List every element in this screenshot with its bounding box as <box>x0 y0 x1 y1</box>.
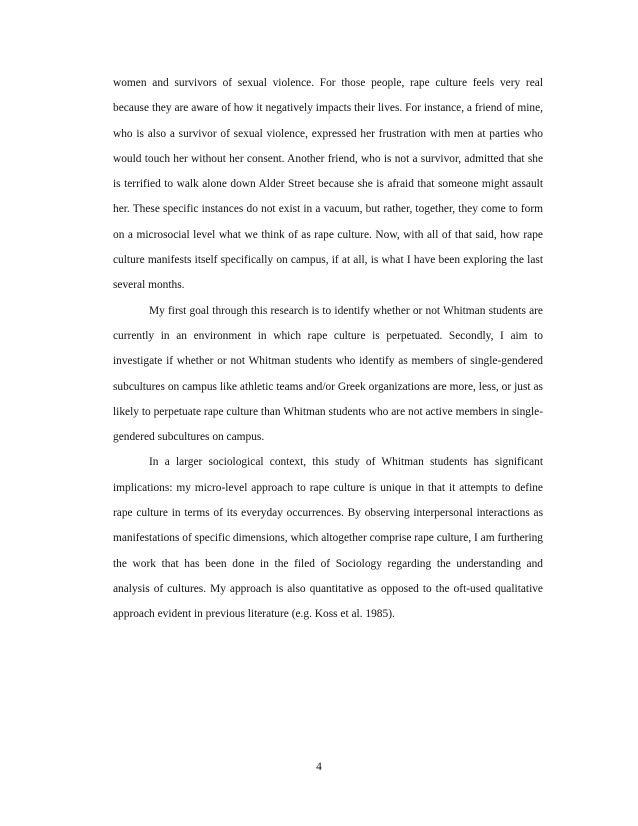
paragraph-1: women and survivors of sexual violence. For those people, rape culture feels very real because they are aware of how it negatively impacts their lives. For instance, a friend of mine, who is also a survivor of sexual violence, expressed her frustration with men at parties who would touch her without her consent. Another friend, who is not a survivor, admitted that she is terrified to walk alone down Alder Street because she is afraid that someone might assault her. These specific instances do not exist in a vacuum, but rather, together, they come to form on a microsocial level what we think of as rape culture. Now, with all of that said, how rape culture manifests itself specifically on campus, if at all, is what I have been exploring the last several months. <box>113 77 543 292</box>
page-number: 4 <box>316 761 322 773</box>
paragraph-2: My first goal through this research is to identify whether or not Whitman students are currently in an environment in which rape culture is perpetuated. Secondly, I aim to investigate if whether or not Whitman students who identify as members of single-gendered subcultures on campus like athletic teams and/or Greek organizations are more, less, or just as likely to perpetuate rape culture than Whitman students who are not active members in single-gendered subcultures on campus. <box>113 304 543 444</box>
body-text <box>113 71 543 628</box>
paragraph-3: In a larger sociological context, this study of Whitman students has significant implications: my micro-level approach to rape culture is unique in that it attempts to define rape culture in terms of its everyday occurrences. By observing interpersonal interactions as manifestations of specific dimensions, which altogether comprise rape culture, I am furthering the work that has been done in the filed of Sociology regarding the understanding and analysis of cultures. My approach is also quantitative as opposed to the oft-used qualitative approach evident in previous literature (e.g. Koss et al. 1985). <box>113 456 543 621</box>
